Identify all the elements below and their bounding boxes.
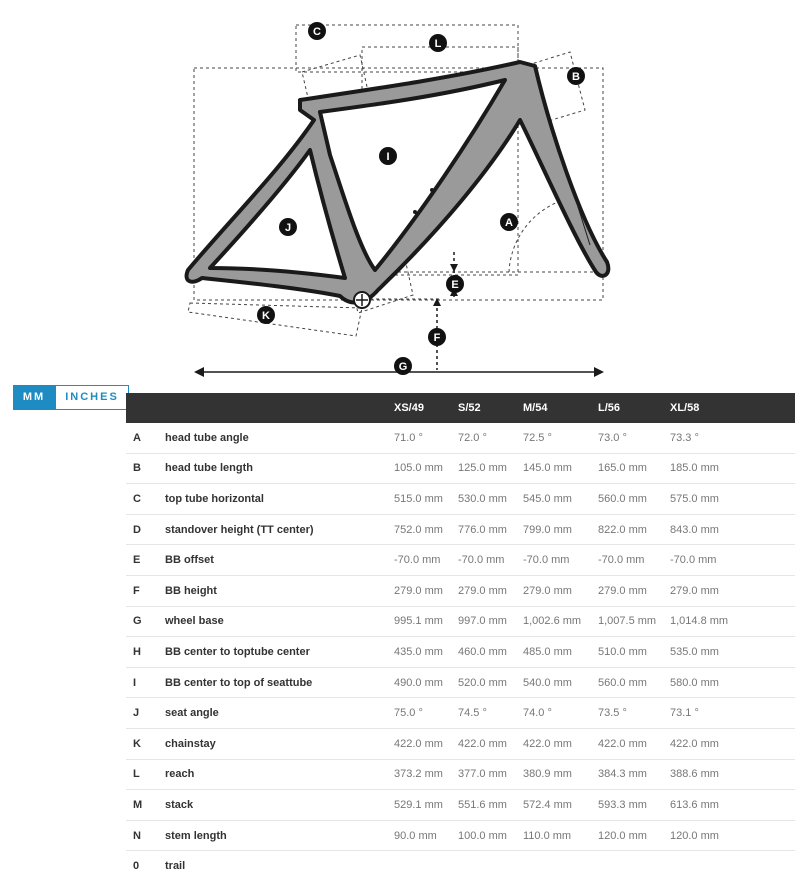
row-key: E: [126, 545, 165, 576]
table-row: [126, 423, 795, 453]
row-value: 593.3 mm: [598, 790, 670, 821]
row-label: head tube length: [165, 453, 394, 484]
svg-text:I: I: [386, 151, 390, 163]
row-value: 384.3 mm: [598, 759, 670, 790]
row-label: reach: [165, 759, 394, 790]
row-value: 1,014.8 mm: [670, 606, 795, 637]
marker-L: [429, 34, 447, 52]
header-size-s: S/52: [458, 402, 481, 414]
row-value: 995.1 mm: [394, 606, 458, 637]
row-value: 422.0 mm: [458, 728, 523, 759]
row-key: C: [126, 484, 165, 515]
row-value: 575.0 mm: [670, 484, 795, 515]
table-row: [126, 667, 795, 698]
row-key: A: [126, 423, 165, 453]
marker-A: [500, 213, 518, 231]
row-value: 560.0 mm: [598, 667, 670, 698]
row-value: 125.0 mm: [458, 453, 523, 484]
row-key: M: [126, 790, 165, 821]
row-value: -70.0 mm: [458, 545, 523, 576]
row-label: standover height (TT center): [165, 514, 394, 545]
geometry-table: [126, 393, 795, 881]
header-key: [126, 393, 165, 423]
row-value: 72.0 °: [458, 423, 523, 453]
header-size-l: L/56: [598, 402, 621, 414]
row-value: 388.6 mm: [670, 759, 795, 790]
row-value: 380.9 mm: [523, 759, 598, 790]
table-row: [126, 759, 795, 790]
row-value: 490.0 mm: [394, 667, 458, 698]
row-value: 1,002.6 mm: [523, 606, 598, 637]
table-row: [126, 698, 795, 729]
table-row: [126, 453, 795, 484]
row-value: 535.0 mm: [670, 637, 795, 668]
row-value: 799.0 mm: [523, 514, 598, 545]
row-value: 422.0 mm: [598, 728, 670, 759]
row-label: wheel base: [165, 606, 394, 637]
row-label: BB offset: [165, 545, 394, 576]
row-value: 279.0 mm: [458, 575, 523, 606]
row-key: K: [126, 728, 165, 759]
row-label: stem length: [165, 820, 394, 851]
marker-K: [257, 306, 275, 324]
row-value: 72.5 °: [523, 423, 598, 453]
row-value: 560.0 mm: [598, 484, 670, 515]
row-value: -70.0 mm: [523, 545, 598, 576]
row-value: 74.0 °: [523, 698, 598, 729]
svg-text:A: A: [505, 217, 513, 229]
row-value: -70.0 mm: [598, 545, 670, 576]
row-value: 580.0 mm: [670, 667, 795, 698]
table-row: [126, 514, 795, 545]
row-value: 422.0 mm: [670, 728, 795, 759]
row-label: BB center to top of seattube: [165, 667, 394, 698]
row-label: chainstay: [165, 728, 394, 759]
row-key: B: [126, 453, 165, 484]
table-row: [126, 606, 795, 637]
row-value: 545.0 mm: [523, 484, 598, 515]
svg-text:L: L: [434, 38, 442, 50]
marker-G: [394, 357, 412, 375]
row-value: -70.0 mm: [670, 545, 795, 576]
row-key: 0: [133, 860, 140, 873]
svg-text:K: K: [262, 310, 270, 322]
row-key: L: [126, 759, 165, 790]
marker-J: [279, 218, 297, 236]
row-value: 100.0 mm: [458, 820, 523, 851]
row-value: 515.0 mm: [394, 484, 458, 515]
row-key: F: [126, 575, 165, 606]
row-value: 73.1 °: [670, 698, 795, 729]
row-value: 510.0 mm: [598, 637, 670, 668]
row-key: G: [126, 606, 165, 637]
header-size-m: M/54: [523, 402, 548, 414]
row-value: 71.0 °: [394, 423, 458, 453]
row-value: 1,007.5 mm: [598, 606, 670, 637]
row-value: -70.0 mm: [394, 545, 458, 576]
row-value: 776.0 mm: [458, 514, 523, 545]
row-value: 279.0 mm: [598, 575, 670, 606]
row-value: 822.0 mm: [598, 514, 670, 545]
row-key: J: [126, 698, 165, 729]
row-value: 540.0 mm: [523, 667, 598, 698]
row-value: [523, 851, 598, 881]
unit-inches-button[interactable]: INCHES: [55, 385, 129, 410]
row-value: 279.0 mm: [670, 575, 795, 606]
row-value: 120.0 mm: [598, 820, 670, 851]
table-row: [126, 790, 795, 821]
svg-text:E: E: [451, 279, 459, 291]
table-row: [126, 820, 795, 851]
marker-I: [379, 147, 397, 165]
row-label: BB height: [165, 575, 394, 606]
row-value: 551.6 mm: [458, 790, 523, 821]
row-value: 279.0 mm: [394, 575, 458, 606]
row-label: top tube horizontal: [165, 484, 394, 515]
table-row: [126, 484, 795, 515]
row-key: I: [126, 667, 165, 698]
row-value: 843.0 mm: [670, 514, 795, 545]
frame-geometry-diagram: [0, 0, 800, 385]
marker-B: [567, 67, 585, 85]
row-value: 373.2 mm: [394, 759, 458, 790]
table-row: [126, 637, 795, 668]
table-row: [126, 728, 795, 759]
row-value: [458, 851, 523, 881]
row-value: [598, 851, 670, 881]
row-value: 145.0 mm: [523, 453, 598, 484]
row-value: [394, 851, 458, 881]
row-value: [670, 851, 795, 881]
svg-text:B: B: [572, 71, 580, 83]
row-value: 105.0 mm: [394, 453, 458, 484]
row-value: 74.5 °: [458, 698, 523, 729]
unit-toggle: [13, 385, 129, 410]
header-label: [165, 393, 394, 423]
svg-text:F: F: [433, 332, 441, 344]
row-value: 120.0 mm: [670, 820, 795, 851]
svg-text:J: J: [284, 222, 292, 234]
bike-frame: [187, 62, 609, 308]
row-value: 752.0 mm: [394, 514, 458, 545]
row-value: 73.0 °: [598, 423, 670, 453]
row-label: trail: [165, 860, 186, 873]
row-label: BB center to toptube center: [165, 637, 394, 668]
row-value: 997.0 mm: [458, 606, 523, 637]
svg-text:G: G: [398, 361, 408, 373]
table-row: [126, 545, 795, 576]
row-label: seat angle: [165, 698, 394, 729]
row-value: 529.1 mm: [394, 790, 458, 821]
row-value: 520.0 mm: [458, 667, 523, 698]
row-value: 279.0 mm: [523, 575, 598, 606]
row-value: 377.0 mm: [458, 759, 523, 790]
marker-E: [446, 275, 464, 293]
row-value: 422.0 mm: [394, 728, 458, 759]
header-size-xl: XL/58: [670, 402, 700, 414]
row-value: 485.0 mm: [523, 637, 598, 668]
row-key: D: [126, 514, 165, 545]
row-value: 165.0 mm: [598, 453, 670, 484]
marker-C: [308, 22, 326, 40]
row-key: H: [126, 637, 165, 668]
row-value: 110.0 mm: [523, 820, 598, 851]
header-size-xs: XS/49: [394, 402, 424, 414]
row-value: 460.0 mm: [458, 637, 523, 668]
row-label: stack: [165, 790, 394, 821]
svg-text:C: C: [313, 26, 321, 38]
table-row: [126, 851, 795, 881]
unit-mm-button[interactable]: MM: [13, 385, 55, 410]
row-value: 185.0 mm: [670, 453, 795, 484]
marker-F: [428, 328, 446, 346]
row-key: N: [126, 820, 165, 851]
row-label: head tube angle: [165, 423, 394, 453]
table-row: [126, 575, 795, 606]
row-value: 90.0 mm: [394, 820, 458, 851]
row-value: 75.0 °: [394, 698, 458, 729]
row-value: 73.5 °: [598, 698, 670, 729]
row-value: 422.0 mm: [523, 728, 598, 759]
row-value: 73.3 °: [670, 423, 795, 453]
row-value: 435.0 mm: [394, 637, 458, 668]
table-header-row: [126, 393, 795, 423]
row-value: 572.4 mm: [523, 790, 598, 821]
row-value: 530.0 mm: [458, 484, 523, 515]
row-value: 613.6 mm: [670, 790, 795, 821]
